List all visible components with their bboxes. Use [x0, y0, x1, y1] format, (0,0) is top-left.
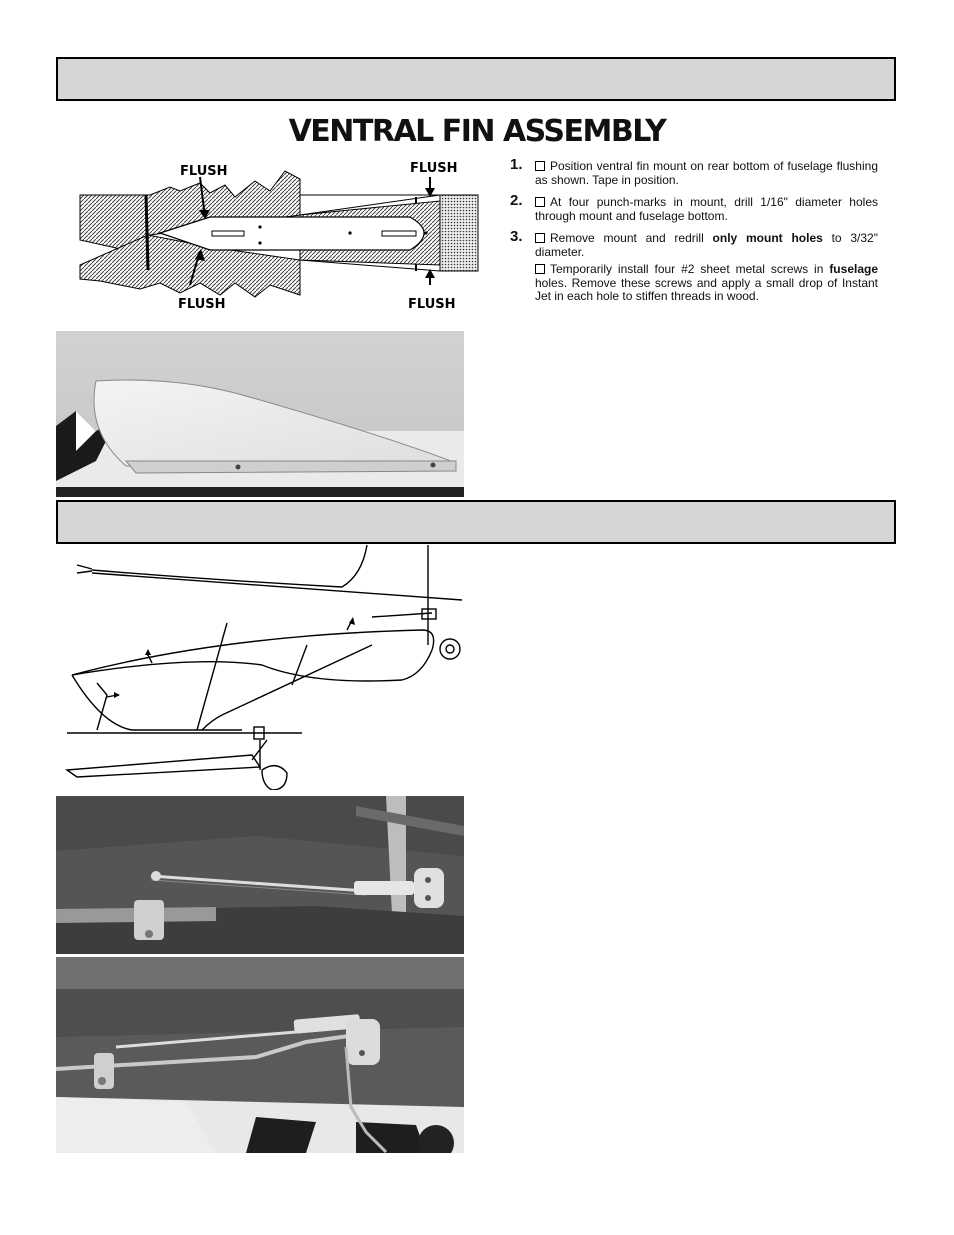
page-title: VENTRAL FIN ASSEMBLY — [288, 114, 666, 149]
substep-text: holes. Remove these screws and apply a small drop of Instant Jet in each hole to stiffen threads in wood. — [535, 275, 878, 303]
checkbox-icon[interactable] — [535, 197, 545, 207]
checkbox-icon[interactable] — [535, 161, 545, 171]
step-text: Remove mount and redrill — [550, 231, 713, 245]
flush-label-top-right: FLUSH — [410, 161, 458, 176]
instruction-steps — [510, 156, 878, 313]
step-text: Position ventral fin mount on rear bottom of fuselage flushing as shown. Tape in position. — [535, 159, 878, 187]
tail-linkage-diagram — [62, 545, 472, 790]
flush-label-bottom-right: FLUSH — [408, 297, 456, 312]
step-text-emphasis: only mount holes — [712, 231, 823, 245]
section-header-bar — [56, 57, 896, 101]
step-3-substep — [535, 263, 878, 304]
flush-label-bottom-left: FLUSH — [178, 297, 226, 312]
step-text: At four punch-marks in mount, drill 1/16" diameter holes through mount and fuselage bottom. — [535, 195, 878, 223]
section-header-bar — [56, 500, 896, 544]
step-number: 3. — [510, 228, 523, 245]
checkbox-icon[interactable] — [535, 233, 545, 243]
step-number: 2. — [510, 192, 523, 209]
step-3 — [510, 228, 878, 304]
ventral-fin-photo — [56, 331, 464, 497]
ventral-fin-mount-diagram — [60, 155, 480, 320]
substep-text-emphasis: fuselage — [829, 262, 878, 276]
pushrod-photo-bottom — [56, 957, 464, 1153]
substep-text: Temporarily install four #2 sheet metal screws in — [550, 262, 830, 276]
step-2 — [510, 192, 878, 223]
step-number: 1. — [510, 156, 523, 173]
pushrod-photo-top — [56, 796, 464, 954]
step-1 — [510, 156, 878, 187]
checkbox-icon[interactable] — [535, 264, 545, 274]
flush-label-top-left: FLUSH — [180, 164, 228, 179]
step-text: to 3/32" diameter. — [535, 231, 878, 259]
